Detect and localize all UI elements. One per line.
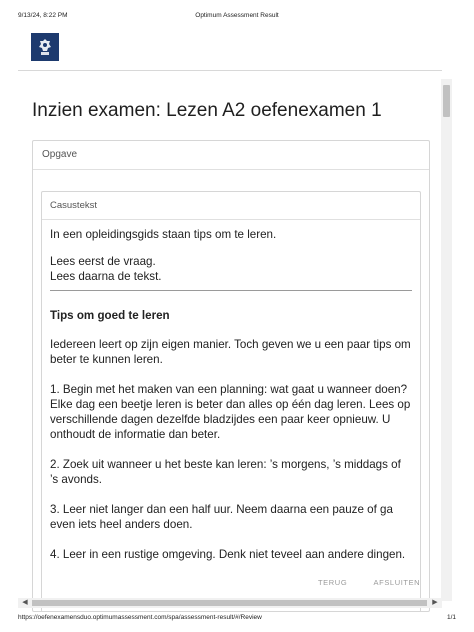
casustekst-card [41, 191, 421, 612]
paragraph [50, 382, 412, 442]
scroll-right-icon[interactable]: ▶ [432, 599, 438, 606]
paragraph-line: 1. Begin met het maken van een planning: wat gaat u wanneer doen? [50, 383, 408, 396]
casustekst-body [42, 220, 420, 562]
print-page-number: 1/1 [446, 614, 456, 621]
print-datetime: 9/13/24, 8:22 PM [18, 12, 68, 19]
footer-actions [318, 578, 444, 587]
horizontal-scrollbar[interactable] [18, 598, 442, 608]
instruction-line: Lees eerst de vraag. [50, 255, 156, 268]
back-button[interactable]: TERUG [318, 578, 348, 587]
paragraph: 3. Leer niet langer dan een half uur. Neem daarna een pauze of ga even iets heel anders doen. [50, 503, 393, 531]
vertical-scrollbar[interactable] [441, 79, 452, 601]
paragraph: 4. Leer in een rustige omgeving. Denk niet teveel aan andere dingen. [50, 548, 406, 561]
divider [50, 290, 412, 291]
print-header [0, 0, 474, 22]
scroll-left-icon[interactable]: ◀ [22, 599, 28, 606]
close-button[interactable]: AFSLUITEN [373, 578, 421, 587]
instruction-line: Lees daarna de tekst. [50, 270, 162, 283]
section-title: Tips om goed te leren [50, 309, 170, 322]
casus-intro: In een opleidingsgids staan tips om te leren. [50, 228, 277, 241]
vertical-scrollbar-thumb[interactable] [443, 85, 450, 117]
casustekst-header: Casustekst [42, 192, 420, 220]
horizontal-scrollbar-thumb[interactable] [32, 600, 427, 606]
paragraph-line: Elke dag een beetje leren is beter dan alles op één dag leren. Lees op verschillende dagen dezelfde bladzijdes een paar keer opnieuw. U onthoudt de informatie dan beter. [50, 398, 411, 441]
paragraph: Iedereen leert op zijn eigen manier. Toch geven we u een paar tips om beter te kunnen leren. [50, 338, 411, 366]
paragraph: 2. Zoek uit wanneer u het beste kan leren: ’s morgens, ’s middags of ’s avonds. [50, 458, 401, 486]
print-title: Optimum Assessment Result [195, 12, 279, 19]
opgave-header: Opgave [33, 141, 429, 170]
page-title: Inzien examen: Lezen A2 oefenexamen 1 [32, 100, 382, 121]
opgave-card [32, 140, 430, 612]
rijksoverheid-logo [31, 33, 59, 61]
print-url: https://oefenexamensduo.optimumassessment.com/spa/assessment-result/#/Review [18, 614, 262, 621]
